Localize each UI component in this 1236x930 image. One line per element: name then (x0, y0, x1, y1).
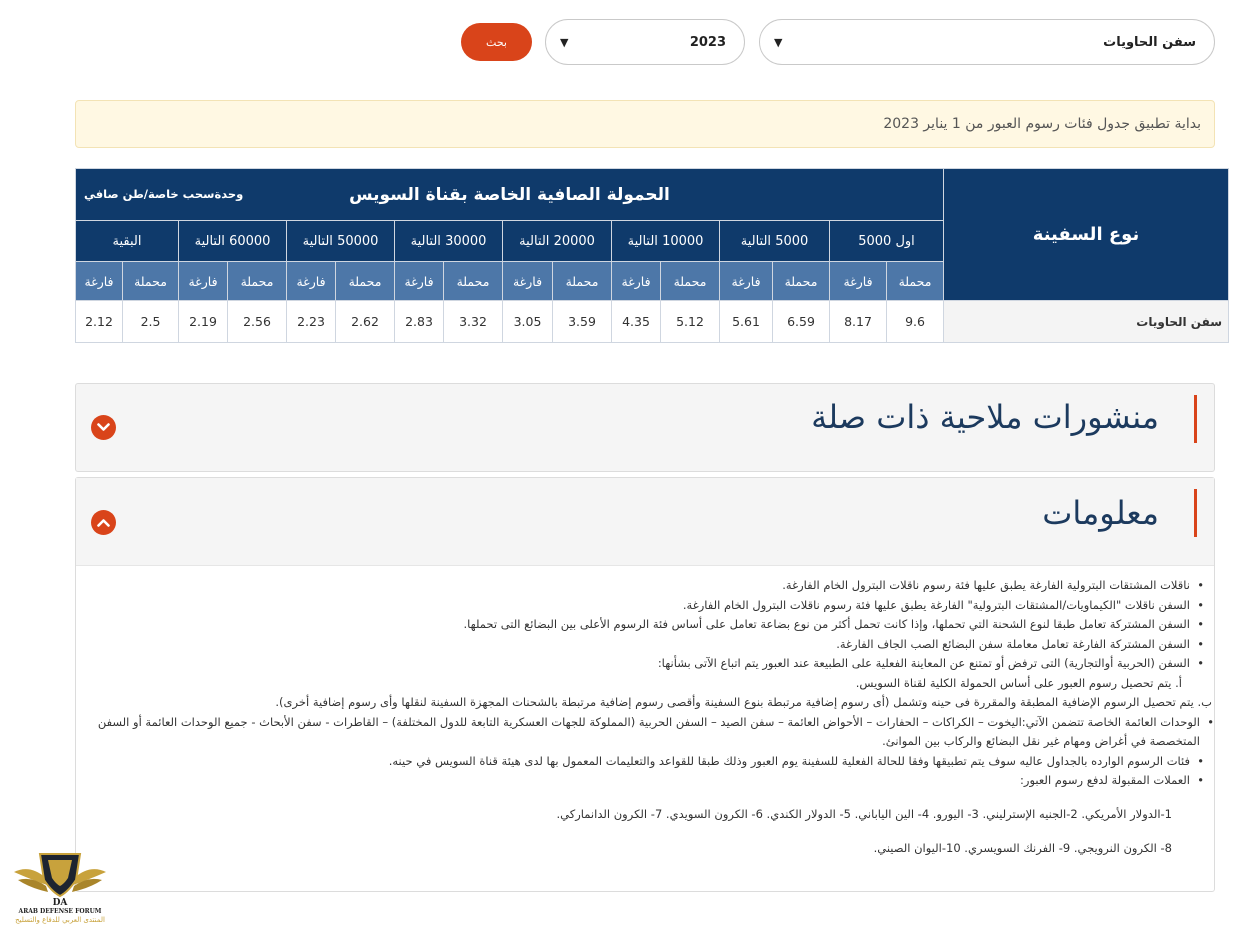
ship-type-select[interactable] (759, 19, 1215, 65)
list-item: • السفن المشتركة الفارغة تعامل معاملة سفن البضائع الصب الجاف الفارغة. (80, 635, 1190, 655)
loaded-header: محملة (887, 262, 944, 301)
search-button[interactable]: بحث (461, 23, 532, 61)
fee-cell: 5.61 (720, 301, 773, 343)
forum-logo (10, 850, 110, 928)
fee-cell: 2.5 (123, 301, 179, 343)
chevron-down-icon[interactable] (91, 415, 116, 440)
year-value: 2023 (689, 34, 726, 50)
loaded-header: محملة (228, 262, 287, 301)
info-accordion-header[interactable] (76, 478, 1214, 566)
list-item: • ناقلات المشتقات البترولية الفارغة يطبق عليها فئة رسوم ناقلات البترول الخام الفارغة. (80, 576, 1190, 596)
tier-header: 5000 التالية (720, 221, 830, 262)
list-item: • السفن (الحربية أوالتجارية) التى ترفض أو تمتنع عن المعاينة الفعلية على الطبيعة عند العبور يتم اتباع الآتى بشأنها: (80, 654, 1190, 674)
info-accordion (75, 477, 1215, 892)
info-body (76, 566, 1214, 865)
tier-header: 60000 التالية (179, 221, 287, 262)
notice-banner (75, 100, 1215, 148)
fee-cell: 3.59 (553, 301, 612, 343)
empty-header: فارغة (287, 262, 336, 301)
fee-cell: 2.62 (336, 301, 395, 343)
list-item: • الوحدات العائمة الخاصة تتضمن الآتي:اليخوت – الكراكات – الحفارات – الأحواض العائمة – سفن الصيد – السفن الحربية (المملوكة للجهات العسكرية التابعة للدول المختلفة) – القاطرات - سفن الأبحاث - جميع الوحدات العائمة أو السفن المتخصصة في أغراض ومهام غير نقل البضائع والركاب بين الموانئ. (80, 713, 1200, 752)
accent-bar (1194, 489, 1197, 537)
logo-caption-en: ARAB DEFENSE FORUM (18, 908, 102, 915)
loaded-header: محملة (336, 262, 395, 301)
table-row (76, 301, 1229, 343)
ship-type-header: نوع السفينة (944, 169, 1229, 301)
tier-header: اول 5000 (830, 221, 944, 262)
chevron-down-icon: ▼ (560, 35, 569, 49)
fee-cell: 2.83 (395, 301, 444, 343)
notice-text: بداية تطبيق جدول فئات رسوم العبور من 1 يناير 2023 (883, 116, 1201, 132)
fee-cell: 6.59 (773, 301, 830, 343)
fee-cell: 9.6 (887, 301, 944, 343)
loaded-header: محملة (553, 262, 612, 301)
unit-label: وحدةسحب خاصة/طن صافي (84, 187, 244, 201)
year-select[interactable] (545, 19, 745, 65)
tier-header: 10000 التالية (612, 221, 720, 262)
chevron-down-icon: ▼ (774, 35, 783, 49)
currencies-line: 8- الكرون النرويجي. 9- الفرنك السويسري. 10-اليوان الصيني. (873, 840, 1172, 855)
loaded-header: محملة (661, 262, 720, 301)
list-sub-item: أ. يتم تحصيل رسوم العبور على أساس الحمولة الكلية لقناة السويس. (855, 675, 1182, 690)
net-tonnage-header (76, 169, 944, 221)
tier-header: 20000 التالية (503, 221, 612, 262)
fee-cell: 5.12 (661, 301, 720, 343)
info-title: معلومات (1042, 494, 1159, 532)
list-item: • فئات الرسوم الوارده بالجداول عاليه سوف يتم تطبيقها وفقا للحالة الفعلية للسفينة يوم العبور وذلك طبقا للقواعد والتعليمات المعمول بها لدى هيئة قناة السويس في حينه. (80, 752, 1190, 772)
transit-fees-table (75, 168, 1229, 343)
publications-accordion[interactable] (75, 383, 1215, 472)
fee-cell: 3.05 (503, 301, 553, 343)
list-item: • السفن المشتركة تعامل طبقا لنوع الشحنة التي تحملها، وإذا كانت تحمل أكثر من نوع بضاعة تعامل على أساس فئة الرسوم الأعلى بين البضائع التى تحملها. (80, 615, 1190, 635)
empty-header: فارغة (720, 262, 773, 301)
currencies-list (80, 797, 1212, 865)
empty-header: فارغة (395, 262, 444, 301)
fee-cell: 3.32 (444, 301, 503, 343)
list-item: • السفن ناقلات "الكيماويات/المشتقات البترولية" الفارغة يطبق عليها فئة رسوم ناقلات البترول الخام الفارغة. (80, 596, 1190, 616)
publications-title: منشورات ملاحية ذات صلة (811, 398, 1159, 436)
empty-header: فارغة (612, 262, 661, 301)
fee-cell: 2.23 (287, 301, 336, 343)
empty-header: فارغة (503, 262, 553, 301)
empty-header: فارغة (830, 262, 887, 301)
fee-cell: 2.19 (179, 301, 228, 343)
tier-header: 30000 التالية (395, 221, 503, 262)
fee-cell: 2.56 (228, 301, 287, 343)
loaded-header: محملة (444, 262, 503, 301)
chevron-up-icon[interactable] (91, 510, 116, 535)
tier-header: 50000 التالية (287, 221, 395, 262)
empty-header: فارغة (179, 262, 228, 301)
tier-header: البقية (76, 221, 179, 262)
logo-caption-ar: المنتدى العربي للدفاع والتسليح (15, 916, 105, 924)
net-tonnage-title: الحمولة الصافية الخاصة بقناة السويس (349, 184, 670, 205)
logo-mark: DA (52, 898, 68, 908)
fee-cell: 4.35 (612, 301, 661, 343)
fee-cell: 2.12 (76, 301, 123, 343)
eagle-shield-icon (10, 850, 110, 908)
fee-cell: 8.17 (830, 301, 887, 343)
ship-type-value: سفن الحاويات (1103, 34, 1196, 50)
accent-bar (1194, 395, 1197, 443)
list-sub-item: ب. يتم تحصيل الرسوم الإضافية المطبقة والمقررة فى حينه وتشمل (أى رسوم إضافية مرتبطة بنوع السفينة وأقصى رسوم إضافية مرتبطة بالشحنات المجهزة السفينة لنقلها وأى رسوم إضافية أخرى). (275, 695, 1212, 709)
loaded-header: محملة (123, 262, 179, 301)
currencies-line: 1-الدولار الأمريكي. 2-الجنيه الإسترليني. 3- اليورو. 4- الين الياباني. 5- الدولار الكندي. 6- الكرون السويدي. 7- الكرون الدانماركي. (556, 806, 1172, 821)
info-list (80, 576, 1212, 791)
loaded-header: محملة (773, 262, 830, 301)
empty-header: فارغة (76, 262, 123, 301)
list-item: • العملات المقبولة لدفع رسوم العبور: (80, 771, 1190, 791)
ship-type-cell: سفن الحاويات (944, 301, 1229, 343)
